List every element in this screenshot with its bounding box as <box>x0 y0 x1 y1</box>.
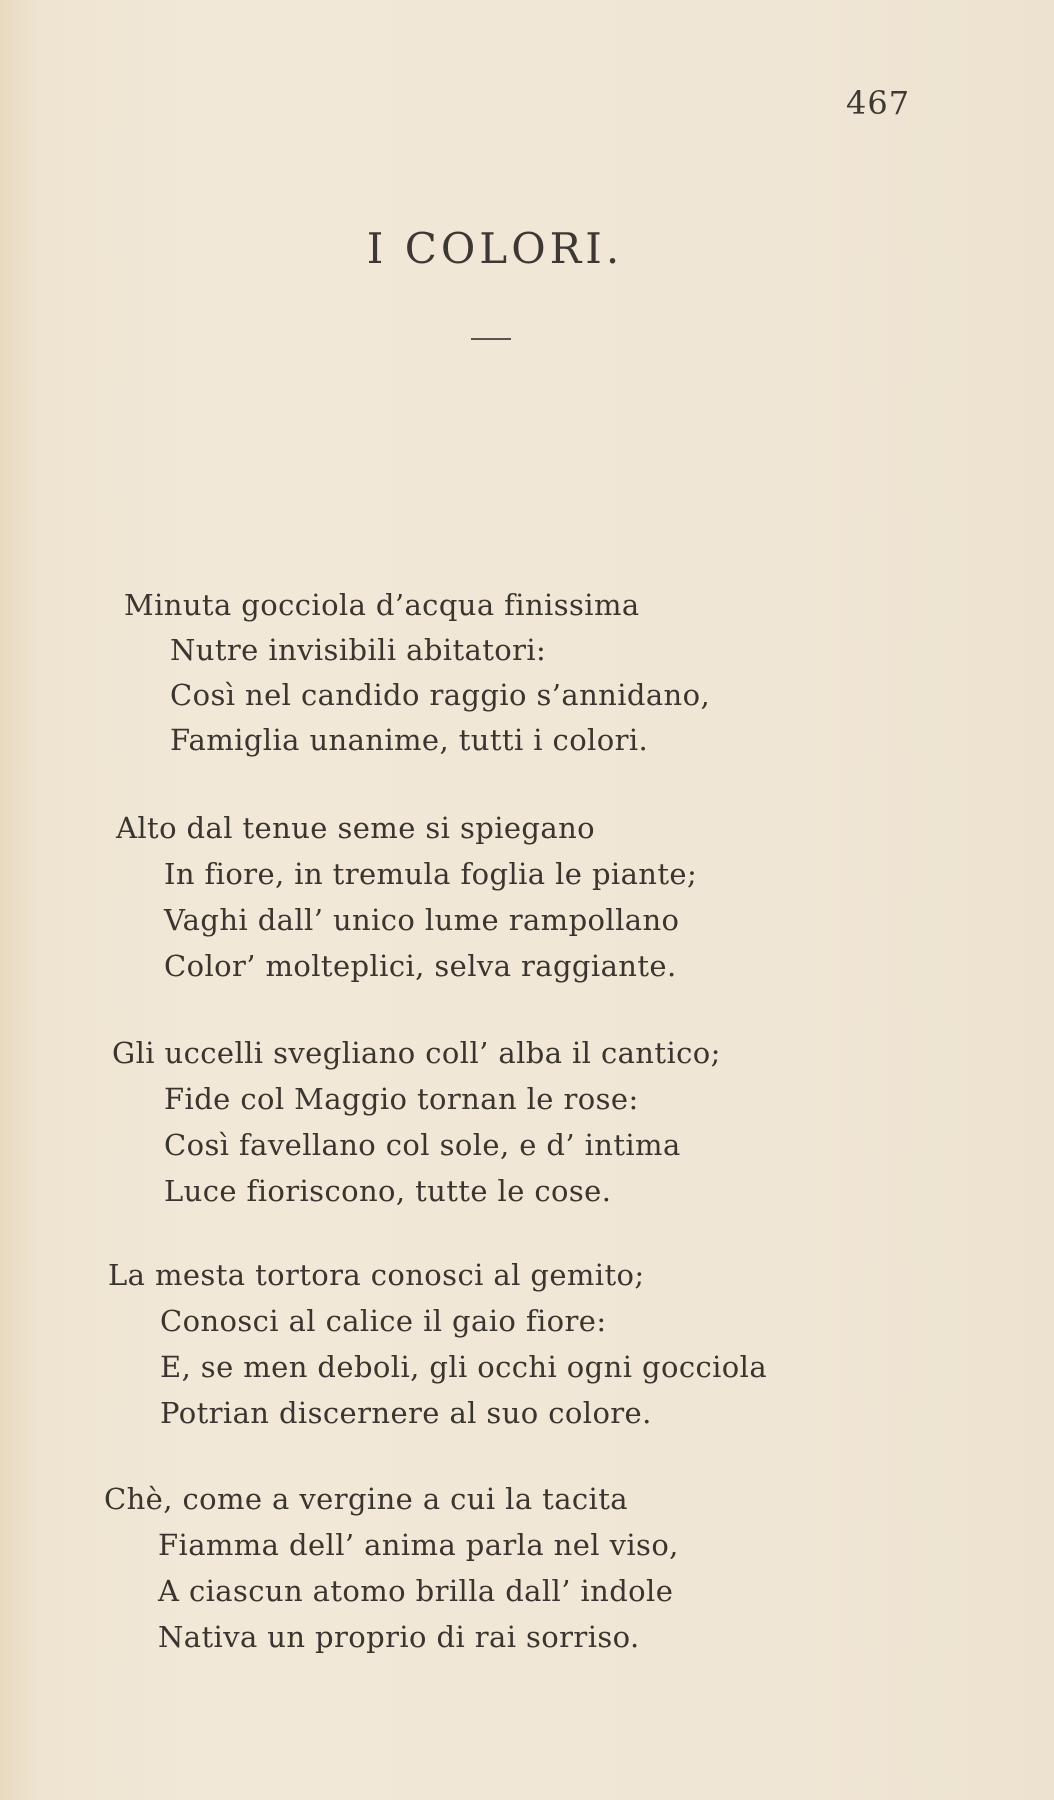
poem-line: E, se men deboli, gli occhi ogni gocciola <box>160 1350 768 1384</box>
poem-line: Così favellano col sole, e d’ intima <box>164 1128 681 1162</box>
poem-line: La mesta tortora conosci al gemito; <box>108 1258 645 1292</box>
poem-title: I COLORI. <box>366 224 624 273</box>
poem-line: Nativa un proprio di rai sorriso. <box>158 1620 640 1654</box>
poem-line: Minuta gocciola d’acqua finissima <box>124 588 640 622</box>
poem-line: Gli uccelli svegliano coll’ alba il cantico; <box>112 1036 721 1070</box>
poem-line: Luce fioriscono, tutte le cose. <box>164 1174 612 1208</box>
poem-line: Conosci al calice il gaio fiore: <box>160 1304 607 1338</box>
poem-line: A ciascun atomo brilla dall’ indole <box>158 1574 674 1608</box>
title-rule <box>471 338 511 340</box>
poem-line: Potrian discernere al suo colore. <box>160 1396 652 1430</box>
poem-line: Così nel candido raggio s’annidano, <box>170 678 711 712</box>
page-number: 467 <box>846 84 911 122</box>
poem-line: Color’ molteplici, selva raggiante. <box>164 949 677 983</box>
poem-line: Alto dal tenue seme si spiegano <box>116 811 596 845</box>
poem-line: In fiore, in tremula foglia le piante; <box>164 857 698 891</box>
poem-line: Nutre invisibili abitatori: <box>170 633 547 667</box>
poem-line: Famiglia unanime, tutti i colori. <box>170 723 649 757</box>
poem-line: Fiamma dell’ anima parla nel viso, <box>158 1528 679 1562</box>
poem-line: Vaghi dall’ unico lume rampollano <box>164 903 680 937</box>
poem-line: Fide col Maggio tornan le rose: <box>164 1082 639 1116</box>
poem-line: Chè, come a vergine a cui la tacita <box>104 1482 628 1516</box>
